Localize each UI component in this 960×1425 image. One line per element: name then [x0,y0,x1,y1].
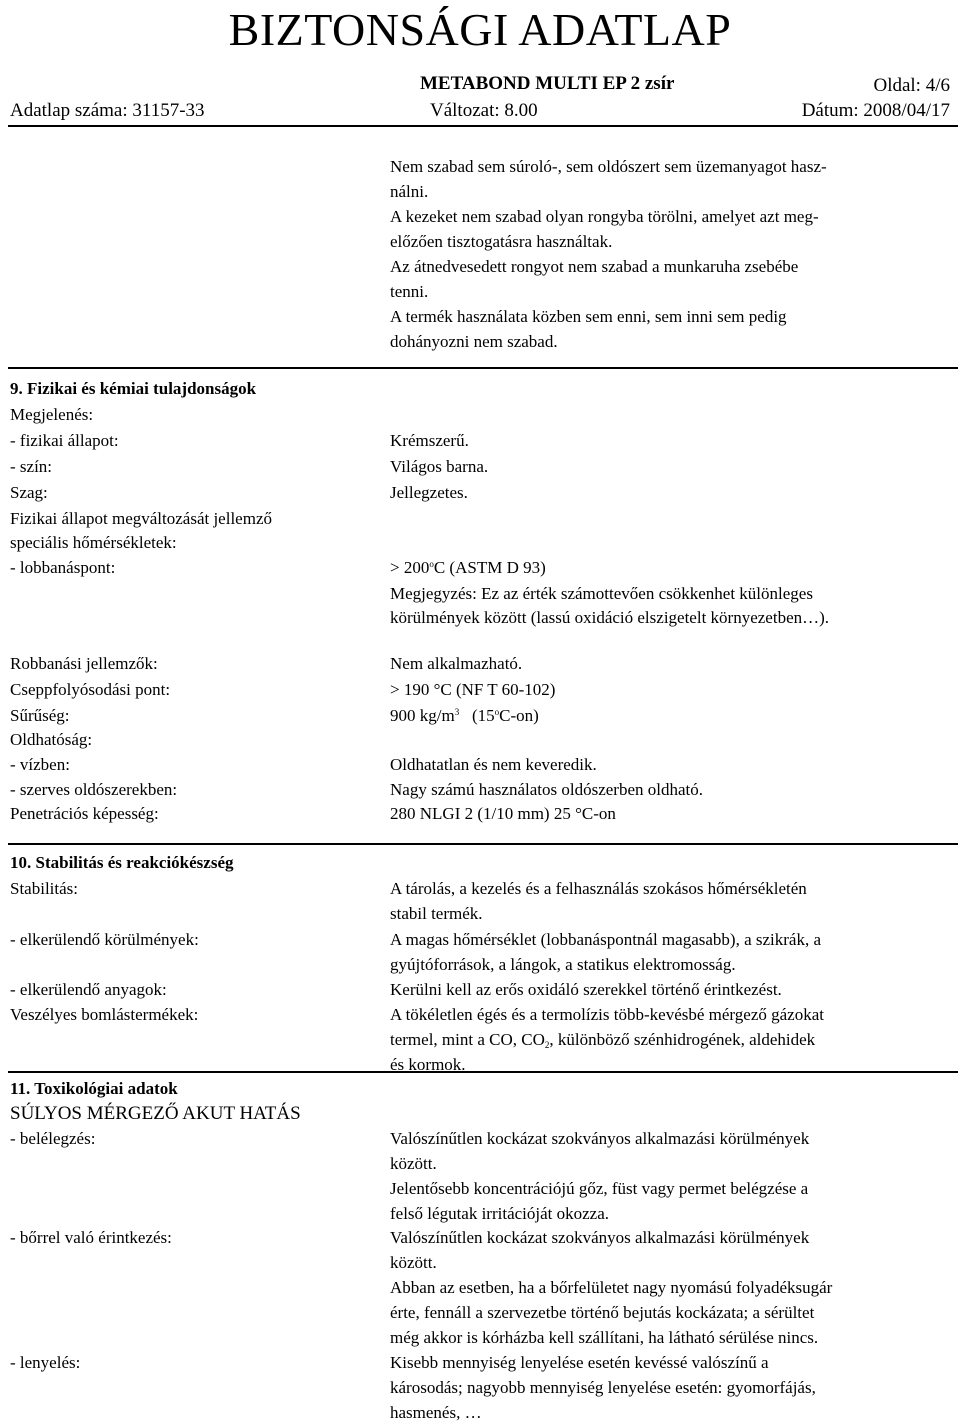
flash-note-cont: körülmények között (lassú oxidáció elszigetelt környezetben…). [390,608,830,627]
inhalation-value: Valószínűtlen kockázat szokványos alkalmazási körülmények között. Jelentősebb koncentrációjú gőz, füst vagy permet belégzése a felső légutak irritációját okozza. [390,1129,810,1223]
decomposition-value-end: és kormok. [390,1055,466,1074]
handling-line: nálni. [390,182,429,201]
state-value: Krémszerű. [390,431,469,450]
skin-contact-label: - bőrrel való érintkezés: [10,1228,172,1247]
flash-value: > $200^oC$ (ASTM D 93) [390,558,546,577]
avoid-materials-value: Kerülni kell az erős oxidáló szerekkel történő érintkezést. [390,980,782,999]
section-9-heading: 9. Fizikai és kémiai tulajdonságok [10,379,257,398]
avoid-conditions-label: - elkerülendő körülmények: [10,930,199,949]
handling-line: A termék használata közben sem enni, sem inni sem pedig [390,307,787,326]
decomposition-value: A tökéletlen égés és a termolízis több-kevésbé mérgező gázokat [390,1005,824,1024]
penetration-value: 280 NLGI 2 (1/10 mm) 25 °C-on [390,804,616,823]
document-title: BIZTONSÁGI ADATLAP [228,4,732,55]
inhalation-label: - belélegzés: [10,1129,96,1148]
handling-line: tenni. [390,282,429,301]
organic-label: - szerves oldószerekben: [10,780,178,799]
skin-contact-value: Valószínűtlen kockázat szokványos alkalmazási körülmények között. Abban az esetben, ha a bőrfelületet nagy nyomású folyadéksugár érte, fennáll a szervezetbe történő bejutás kockázata; a sérültet még akkor is kórházba kell szállítani, ha látható sérülése nincs. [390,1228,833,1347]
avoid-conditions-value: A magas hőmérséklet (lobbanáspontnál magasabb), a szikrák, a [390,930,822,949]
appearance-label: Megjelenés: [10,405,94,424]
avoid-conditions-value-cont: gyújtóforrások, a lángok, a statikus elektromosság. [390,955,736,974]
flash-label: - lobbanáspont: [10,558,116,577]
water-value: Oldhatatlan és nem keveredik. [390,755,597,774]
sheet-number: Adatlap száma: 31157-33 [10,100,205,121]
state-label: - fizikai állapot: [10,431,119,450]
odor-label: Szag: [10,483,48,502]
handling-text [390,154,827,354]
stability-value-cont: stabil termék. [390,904,483,923]
odor-value: Jellegzetes. [390,483,468,502]
stability-label: Stabilitás: [10,879,78,898]
water-label: - vízben: [10,755,70,774]
temps-label-cont: speciális hőmérsékletek: [10,533,177,552]
stability-value: A tárolás, a kezelés és a felhasználás szokásos hőmérsékletén [390,879,807,898]
density-label: Sűrűség: [10,706,70,725]
header-rule [8,125,958,127]
handling-line: dohányozni nem szabad. [390,332,558,351]
handling-line: Nem szabad sem súroló-, sem oldószert sem üzemanyagot hasz- [390,157,827,176]
drop-point-label: Cseppfolyósodási pont: [10,680,171,699]
acute-toxicity-subheading: SÚLYOS MÉRGEZŐ AKUT HATÁS [10,1103,301,1124]
section-9-rule [8,367,958,369]
section-11-heading: 11. Toxikológiai adatok [10,1079,178,1098]
temps-label: Fizikai állapot megváltozását jellemző [10,509,272,528]
organic-value: Nagy számú használatos oldószerben oldható. [390,780,703,799]
color-value: Világos barna. [390,457,489,476]
ingestion-value: Kisebb mennyiség lenyelése esetén kevéssé valószínű a károsodás; nagyobb mennyiség lenyelése esetén: gyomorfájás, hasmenés, … [390,1353,816,1422]
date: Dátum: 2008/04/17 [801,100,950,121]
handling-line: A kezeket nem szabad olyan rongyba törölni, amelyet azt meg- [390,207,819,226]
color-label: - szín: [10,457,53,476]
flash-note: Megjegyzés: Ez az érték számottevően csökkenhet különleges [390,584,813,603]
section-11-rule [8,1071,958,1073]
page-number: Oldal: 4/6 [873,75,950,96]
solubility-label: Oldhatóság: [10,730,93,749]
penetration-label: Penetrációs képesség: [10,804,159,823]
avoid-materials-label: - elkerülendő anyagok: [10,980,167,999]
handling-line: Az átnedvesedett rongyot nem szabad a munkaruha zsebébe [390,257,799,276]
section-10-heading: 10. Stabilitás és reakciókészség [10,853,234,872]
decomposition-value-cont: termel, mint a CO, $CO_2$, különböző szénhidrogének, aldehidek [390,1030,816,1050]
decomposition-label: Veszélyes bomlástermékek: [10,1005,199,1024]
handling-line: előzően tisztogatásra használtak. [390,232,613,251]
ingestion-label: - lenyelés: [10,1353,81,1372]
explosive-value: Nem alkalmazható. [390,654,523,673]
density-value: 900 $kg/m^3$ (15$^o$C-on) [390,706,539,725]
product-name: METABOND MULTI EP 2 zsír [420,73,675,94]
explosive-label: Robbanási jellemzők: [10,654,158,673]
version: Változat: 8.00 [430,100,538,121]
section-10-rule [8,843,958,845]
drop-point-value: > 190 °C (NF T 60-102) [390,680,556,699]
